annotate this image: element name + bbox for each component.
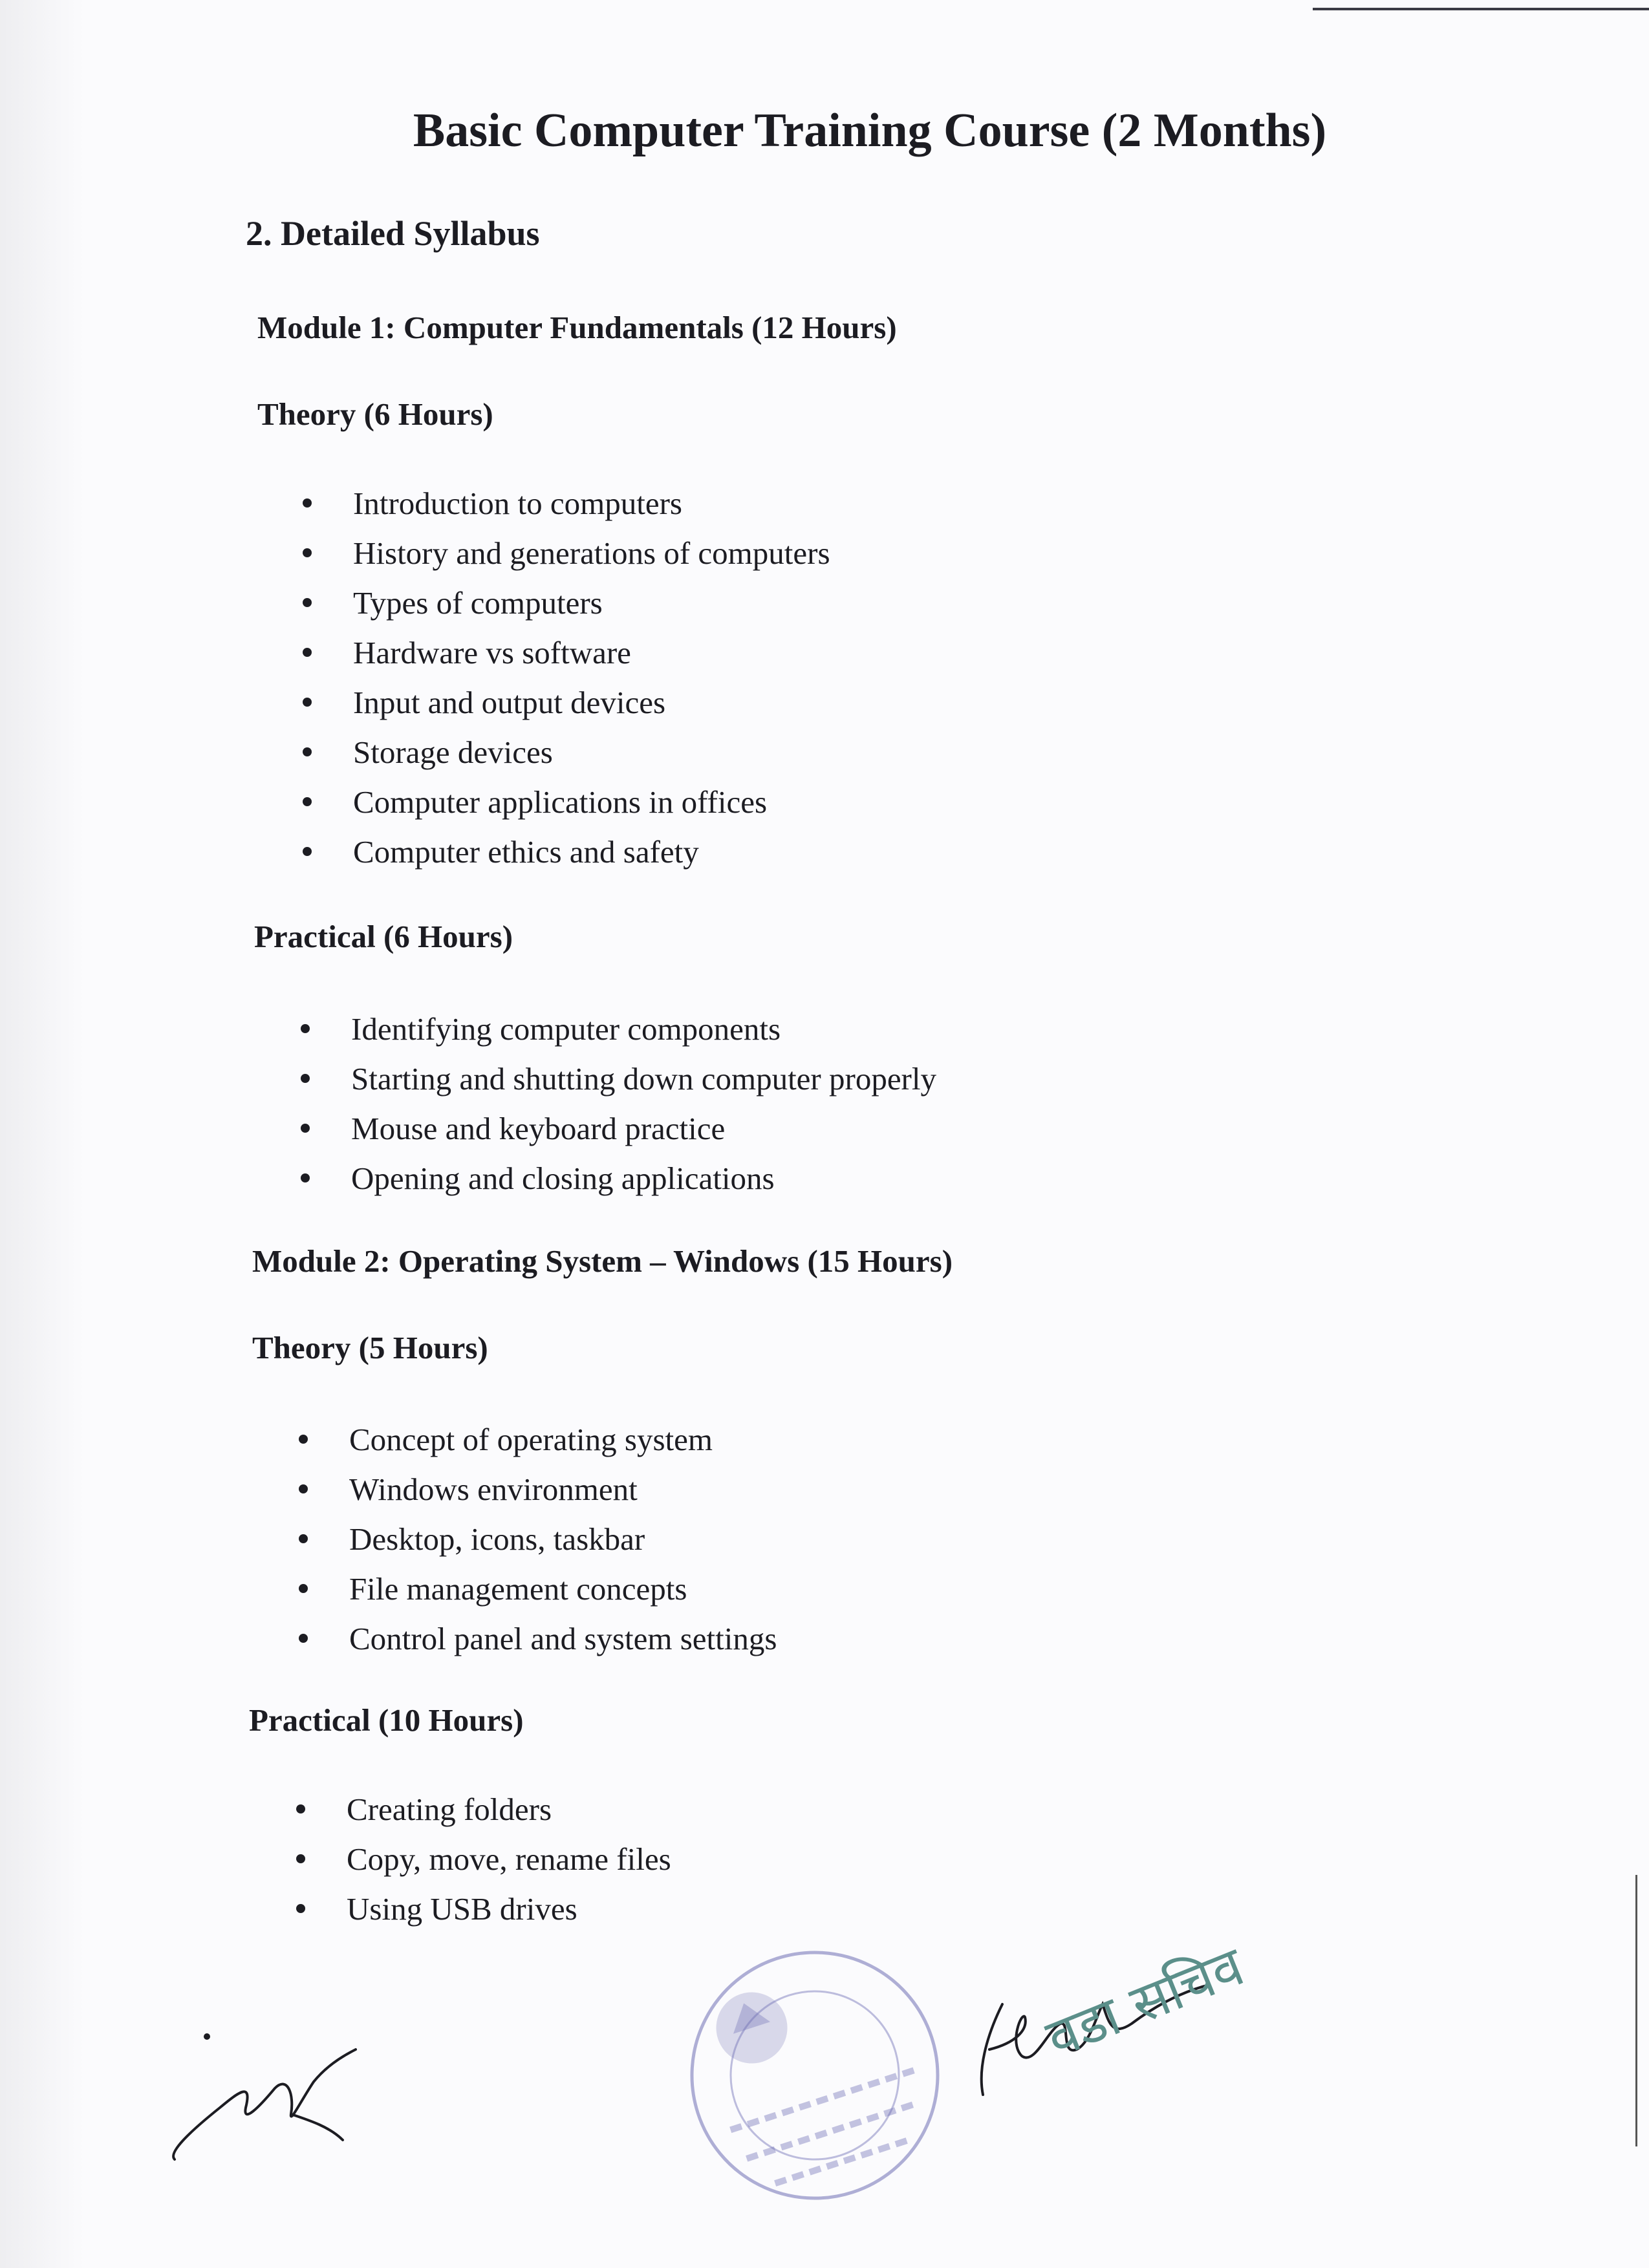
bullet-icon xyxy=(303,747,312,756)
module-1-theory-heading: Theory (6 Hours) xyxy=(257,396,493,432)
bullet-icon xyxy=(299,1584,308,1593)
list-item: Mouse and keyboard practice xyxy=(301,1104,936,1153)
list-item: Creating folders xyxy=(296,1784,671,1834)
bullet-icon xyxy=(299,1534,308,1543)
bullet-icon xyxy=(301,1074,310,1083)
list-item: Types of computers xyxy=(303,578,830,628)
list-item: Using USB drives xyxy=(296,1884,671,1934)
bullet-icon xyxy=(303,797,312,806)
module-1-theory-list xyxy=(303,478,830,877)
ward-secretary-stamp-text: वडा सचिव xyxy=(1037,1934,1253,2070)
list-item: Windows environment xyxy=(299,1464,777,1514)
bullet-icon xyxy=(303,598,312,607)
document-title: Basic Computer Training Course (2 Months) xyxy=(413,104,1327,157)
list-item: Computer applications in offices xyxy=(303,777,830,827)
module-2-theory-heading: Theory (5 Hours) xyxy=(252,1330,488,1365)
bullet-icon xyxy=(301,1024,310,1033)
bullet-icon xyxy=(299,1634,308,1643)
bullet-icon xyxy=(296,1904,305,1913)
bullet-icon xyxy=(296,1804,305,1813)
list-item: Introduction to computers xyxy=(303,478,830,528)
list-item: File management concepts xyxy=(299,1564,777,1614)
list-item: Computer ethics and safety xyxy=(303,827,830,877)
list-item: Copy, move, rename files xyxy=(296,1834,671,1884)
bullet-icon xyxy=(299,1484,308,1493)
section-heading: 2. Detailed Syllabus xyxy=(246,214,540,253)
module-1-practical-heading: Practical (6 Hours) xyxy=(254,919,513,954)
list-item: Hardware vs software xyxy=(303,628,830,678)
list-item: Input and output devices xyxy=(303,678,830,727)
bullet-icon xyxy=(303,548,312,557)
list-item: Concept of operating system xyxy=(299,1415,777,1464)
scan-border-line-right xyxy=(1635,1875,1637,2146)
module-2-heading: Module 2: Operating System – Windows (15 Hours) xyxy=(252,1243,953,1279)
module-1-practical-list xyxy=(301,1004,936,1203)
list-item: Starting and shutting down computer properly xyxy=(301,1054,936,1104)
office-seal-stamp xyxy=(638,1902,992,2248)
module-2-practical-heading: Practical (10 Hours) xyxy=(249,1702,524,1738)
list-item: Opening and closing applications xyxy=(301,1153,936,1203)
scan-border-line xyxy=(1313,8,1649,10)
module-1-heading: Module 1: Computer Fundamentals (12 Hours) xyxy=(257,310,897,345)
list-item: Desktop, icons, taskbar xyxy=(299,1514,777,1564)
scan-edge-shadow xyxy=(0,0,84,2268)
bullet-icon xyxy=(303,648,312,657)
signature-left xyxy=(162,2011,382,2166)
bullet-icon xyxy=(301,1173,310,1182)
bullet-icon xyxy=(303,698,312,707)
list-item: Identifying computer components xyxy=(301,1004,936,1054)
list-item: Control panel and system settings xyxy=(299,1614,777,1664)
bullet-icon xyxy=(303,498,312,508)
bullet-icon xyxy=(303,847,312,856)
module-2-practical-list xyxy=(296,1784,671,1934)
list-item: History and generations of computers xyxy=(303,528,830,578)
bullet-icon xyxy=(296,1854,305,1863)
list-item: Storage devices xyxy=(303,727,830,777)
bullet-icon xyxy=(299,1435,308,1444)
module-2-theory-list xyxy=(299,1415,777,1664)
bullet-icon xyxy=(301,1124,310,1133)
